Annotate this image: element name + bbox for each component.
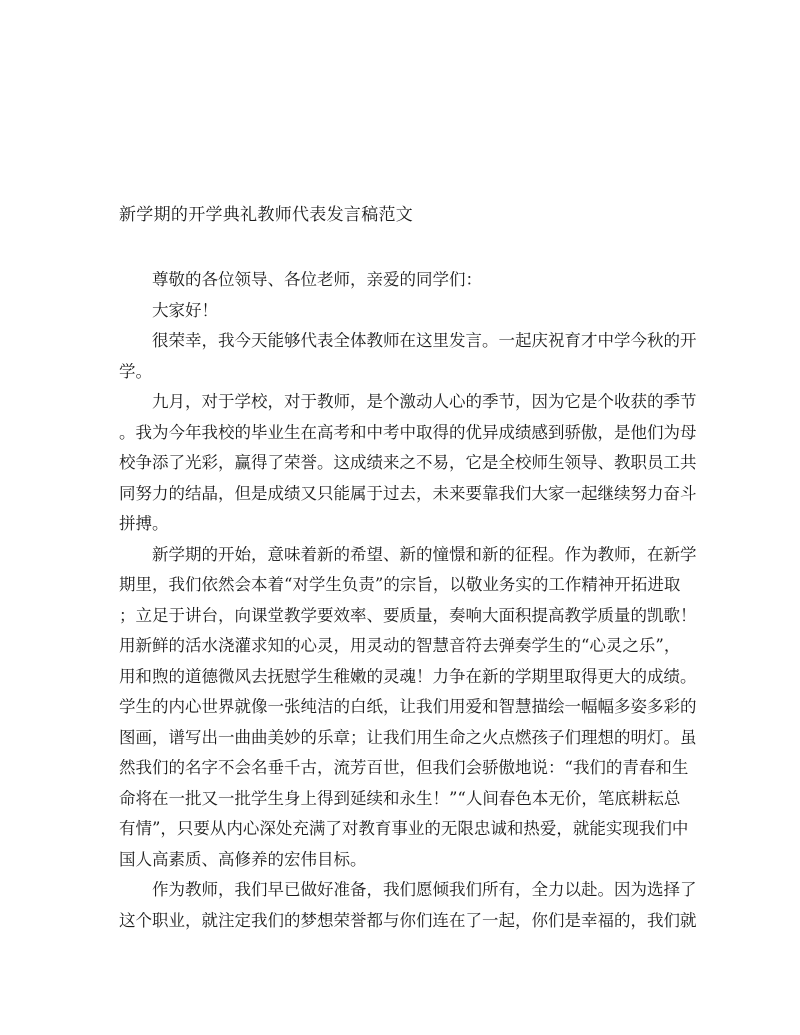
paragraph-line: 有情”，只要从内心深处充满了对教育事业的无限忠诚和热爱，就能实现我们中 bbox=[119, 819, 689, 838]
body-paragraph bbox=[119, 326, 697, 387]
paragraph-line: 学生的内心世界就像一张纯洁的白纸，让我们用爱和智慧描绘一幅幅多姿多彩的 bbox=[119, 697, 697, 716]
paragraph-line: 用和煦的道德微风去抚慰学生稚嫩的灵魂！力争在新的学期里取得更大的成绩。 bbox=[119, 666, 697, 686]
paragraph-line: 校争添了光彩，赢得了荣誉。这成绩来之不易，它是全校师生领导、教职员工共 bbox=[119, 453, 697, 472]
paragraph-line: 新学期的开始，意味着新的希望、新的憧憬和新的征程。作为教师，在新学 bbox=[152, 544, 697, 564]
paragraph-line: 尊敬的各位领导、各位老师，亲爱的同学们： bbox=[152, 270, 482, 289]
body-paragraph bbox=[119, 296, 676, 327]
body-paragraph bbox=[119, 540, 697, 876]
paragraph-line: 用新鲜的活水浇灌求知的心灵，用灵动的智慧音符去弹奏学生的“心灵之乐”， bbox=[119, 636, 681, 655]
paragraph-line: 图画，谱写出一曲曲美妙的乐章；让我们用生命之火点燃孩子们理想的明灯。虽 bbox=[119, 727, 697, 747]
paragraph-line: 命将在一批又一批学生身上得到延续和永生！”“人间春色本无价，笔底耕耘总 bbox=[119, 788, 681, 808]
paragraph-line: 然我们的名字不会名垂千古，流芳百世，但我们会骄傲地说：“我们的青春和生 bbox=[119, 758, 689, 777]
paragraph-line: 期里，我们依然会本着“对学生负责”的宗旨，以敬业务实的工作精神开拓进取 bbox=[119, 575, 681, 594]
paragraph-line: 很荣幸，我今天能够代表全体教师在这里发言。一起庆祝育才中学今秋的开 bbox=[152, 331, 697, 350]
paragraph-line: 学。 bbox=[119, 361, 152, 381]
paragraph-line: 九月，对于学校，对于教师，是个激动人心的季节，因为它是个收获的季节 bbox=[152, 392, 697, 411]
body-paragraph bbox=[119, 875, 697, 936]
body-paragraph bbox=[119, 387, 697, 540]
paragraph-line: 拼搏。 bbox=[119, 514, 169, 533]
paragraph-line: 大家好！ bbox=[152, 300, 218, 320]
paragraph-line: 。我为今年我校的毕业生在高考和中考中取得的优异成绩感到骄傲，是他们为母 bbox=[119, 422, 697, 442]
document-body bbox=[119, 265, 697, 936]
paragraph-line: 作为教师，我们早已做好准备，我们愿倾我们所有，全力以赴。因为选择了 bbox=[152, 880, 697, 899]
document-title: 新学期的开学典礼教师代表发言稿范文 bbox=[119, 205, 414, 225]
paragraph-line: 国人高素质、高修养的宏伟目标。 bbox=[119, 849, 367, 869]
paragraph-line: 这个职业，就注定我们的梦想荣誉都与你们连在了一起，你们是幸福的，我们就 bbox=[119, 910, 697, 930]
paragraph-line: ；立足于讲台，向课堂教学要效率、要质量，奏响大面积提高教学质量的凯歌！ bbox=[119, 605, 697, 625]
paragraph-line: 同努力的结晶，但是成绩又只能属于过去，未来要靠我们大家一起继续努力奋斗 bbox=[119, 483, 697, 503]
body-paragraph bbox=[119, 265, 676, 296]
